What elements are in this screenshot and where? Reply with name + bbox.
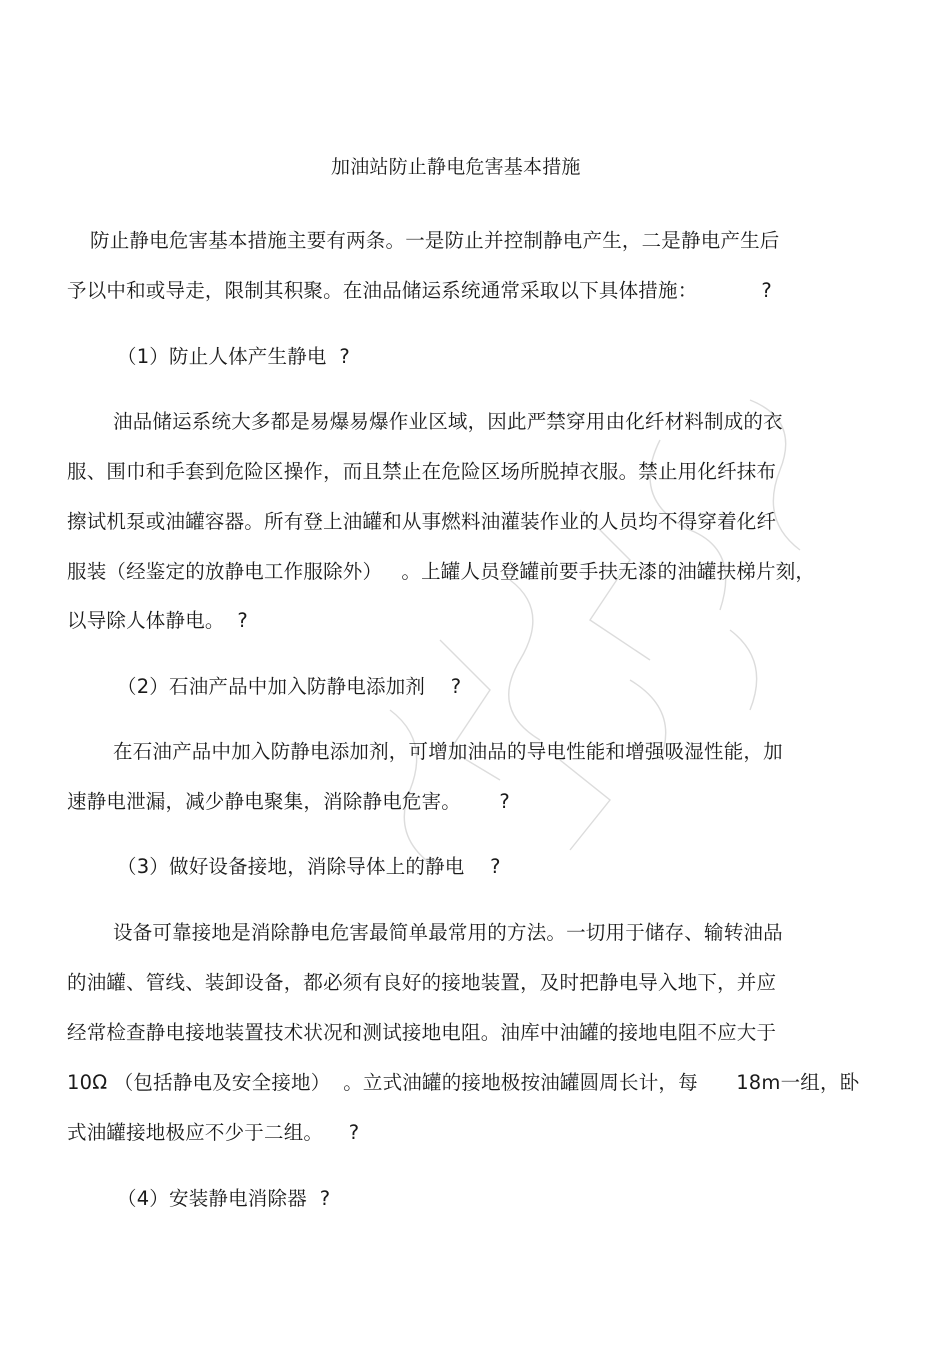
section-2-line: 在石油产品中加入防静电添加剂，可增加油品的导电性能和增强吸湿性能，加 xyxy=(113,740,783,763)
section-4-heading: （4）安装静电消除器 ? xyxy=(117,1187,331,1210)
section-3-line: 10Ω （包括静电及安全接地） 。立式油罐的接地极按油罐圆周长计，每 18m一组，卧 xyxy=(67,1071,860,1094)
document-title: 加油站防止静电危害基本措施 xyxy=(331,156,581,178)
section-1-line: 油品储运系统大多都是易爆易爆作业区域，因此严禁穿用由化纤材料制成的衣 xyxy=(113,410,783,433)
intro-line-1: 防止静电危害基本措施主要有两条。一是防止并控制静电产生，二是静电产生后 xyxy=(90,229,780,252)
section-3-line: 设备可靠接地是消除静电危害最简单最常用的方法。一切用于储存、输转油品 xyxy=(113,921,783,944)
section-3-line: 的油罐、管线、装卸设备，都必须有良好的接地装置，及时把静电导入地下，并应 xyxy=(67,971,777,994)
section-1-line: 服、围巾和手套到危险区操作，而且禁止在危险区场所脱掉衣服。禁止用化纤抹布 xyxy=(67,460,777,483)
section-1-heading: （1）防止人体产生静电 ? xyxy=(117,345,350,368)
section-2-heading: （2）石油产品中加入防静电添加剂 ? xyxy=(117,675,462,698)
section-2-line: 速静电泄漏，减少静电聚集，消除静电危害。 ? xyxy=(67,790,510,813)
watermark-seal-icon xyxy=(330,380,850,900)
section-1-line: 擦试机泵或油罐容器。所有登上油罐和从事燃料油灌装作业的人员均不得穿着化纤 xyxy=(67,510,777,533)
section-1-line: 以导除人体静电。 ? xyxy=(67,609,248,632)
section-3-heading: （3）做好设备接地，消除导体上的静电 ? xyxy=(117,855,501,878)
section-3-line: 经常检查静电接地装置技术状况和测试接地电阻。油库中油罐的接地电阻不应大于 xyxy=(67,1021,777,1044)
section-3-line: 式油罐接地极应不少于二组。 ? xyxy=(67,1121,360,1144)
intro-line-2: 予以中和或导走，限制其积聚。在油品储运系统通常采取以下具体措施： ? xyxy=(67,279,772,302)
section-1-line: 服装（经鉴定的放静电工作服除外） 。上罐人员登罐前要手扶无漆的油罐扶梯片刻， xyxy=(67,560,816,583)
